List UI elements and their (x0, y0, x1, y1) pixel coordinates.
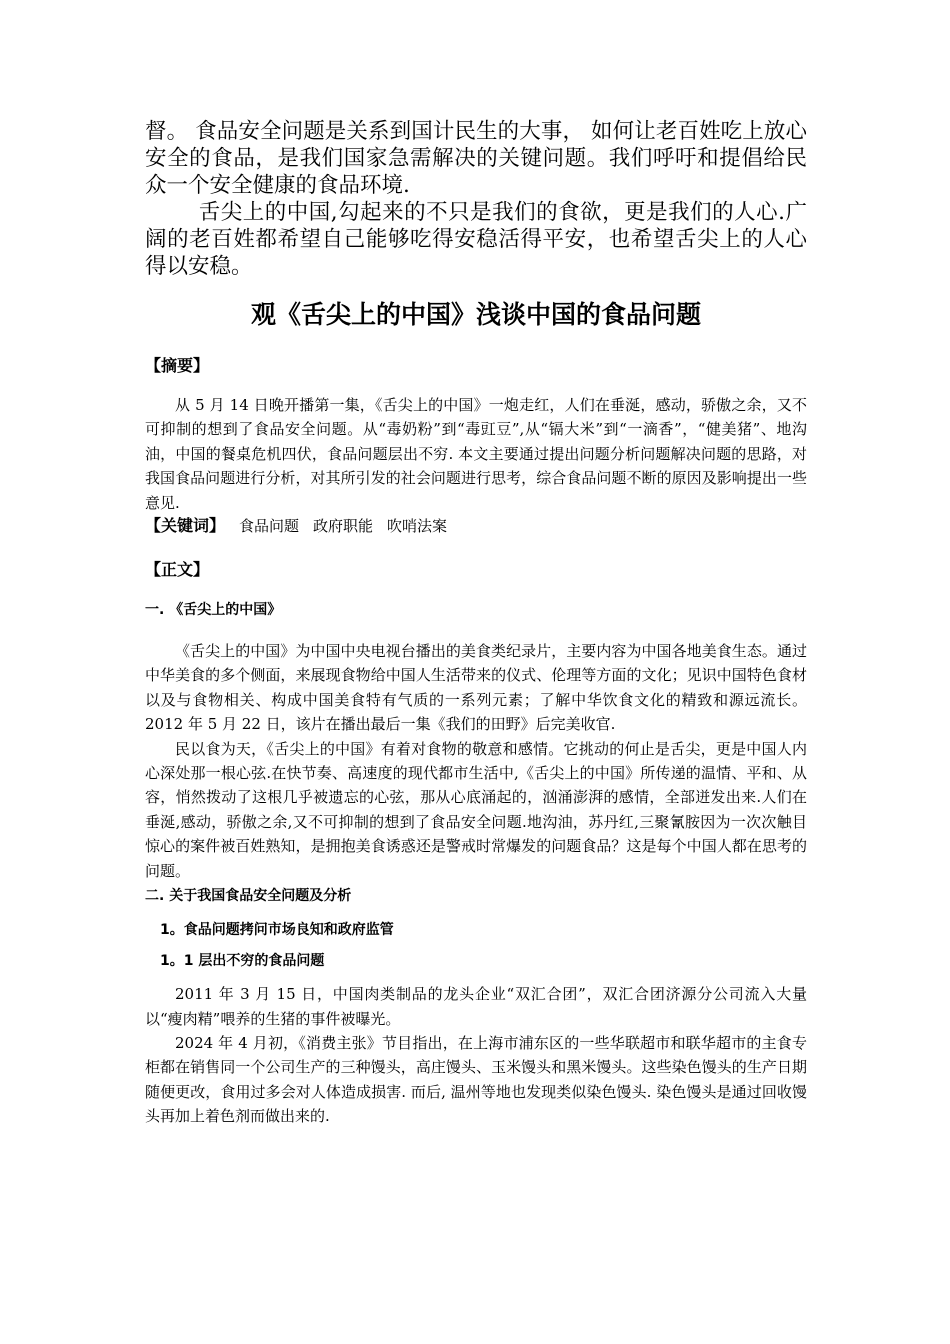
keyword-3: 吹哨法案 (387, 517, 448, 536)
abstract-text: 从 5 月 14 日晚开播第一集，《舌尖上的中国》一炮走红，人们在垂涎，感动，骄傲之余，又不可抑制的想到了食品安全问题。从“毒奶粉”到“毒豇豆”,从“镉大米”到“一滴香”，“健美猪”、地沟油，中国的餐桌危机四伏，食品问题层出不穷. 本文主要通过提出问题分析问题解决问题的思路，对我国食品问题进行分析，对其所引发的社会问题进行思考，综合食品问题不断的原因及影响提出一些意见. (145, 396, 807, 512)
intro-section (145, 118, 807, 280)
intro-paragraph-1: 督。 食品安全问题是关系到国计民生的大事， 如何让老百姓吃上放心 安全的食品，是我们国家急需解决的关键问题。我们呼吁和提倡给民 众一个安全健康的食品环境. (145, 119, 807, 198)
article-title: 观《舌尖上的中国》浅谈中国的食品问题 (250, 300, 701, 329)
keywords-line (145, 515, 807, 537)
section-2-paragraph-1: 2011 年 3 月 15 日，中国肉类制品的龙头企业“双汇合团”，双汇合团济源分公司流入大量以“瘦肉精”喂养的生猪的事件被曝光。 (145, 985, 807, 1028)
section-1-paragraph-2: 民以食为天，《舌尖上的中国》有着对食物的敬意和感情。它挑动的何止是舌尖，更是中国人内心深处那一根心弦.在快节奏、高速度的现代都市生活中,《舌尖上的中国》所传递的温情、平和、从容，悄然拨动了这根几乎被遗忘的心弦，那从心底涌起的，汹涌澎湃的感情，全部迸发出来.人们在垂涎,感动，骄傲之余,又不可抑制的想到了食品安全问题.地沟油，苏丹红,三聚氰胺因为一次次触目惊心的案件被百姓熟知，是拥抱美食诱惑还是警戒时常爆发的问题食品？这是每个中国人都在思考的问题。 (145, 739, 807, 880)
keyword-1: 食品问题 (239, 517, 300, 536)
intro-paragraph-2: 舌尖上的中国,勾起来的不只是我们的食欲，更是我们的人心.广阔的老百姓都希望自己能够吃得安稳活得平安，也希望舌尖上的人心得以安稳。 (145, 200, 807, 279)
section-2-paragraph-2: 2024 年 4 月初，《消费主张》节目指出，在上海市浦东区的一些华联超市和联华超市的主食专柜都在销售同一个公司生产的三种馒头，高庄馒头、玉米馒头和黑米馒头。这些染色馒头的生产日期随便更改，食用过多会对人体造成损害. 而后, 温州等地也发现类似染色馒头. 染色馒头是通过回收馒头再加上着色剂而做出来的. (145, 1033, 807, 1126)
keywords-label: 【关键词】 (145, 516, 226, 536)
abstract-label: 【摘要】 (145, 356, 210, 375)
subsection-1-heading: 1。食品问题拷问市场良知和政府监管 (160, 922, 394, 939)
section-1-heading: 一. 《舌尖上的中国》 (145, 602, 282, 619)
document-page (145, 118, 807, 1129)
subsection-1-1-heading: 1。1 层出不穷的食品问题 (160, 953, 325, 970)
keyword-2: 政府职能 (313, 517, 374, 536)
body-label: 【正文】 (145, 560, 210, 580)
section-2-heading: 二. 关于我国食品安全问题及分析 (145, 888, 352, 905)
section-1-paragraph-1: 《舌尖上的中国》为中国中央电视台播出的美食类纪录片，主要内容为中国各地美食生态。通过中华美食的多个侧面，来展现食物给中国人生活带来的仪式、伦理等方面的文化；见识中国特色食材以及与食物相关、构成中国美食特有气质的一系列元素；了解中华饮食文化的精致和源远流长。2012 年 5 月 22 日，该片在播出最后一集《我们的田野》后完美收官. (145, 642, 807, 734)
